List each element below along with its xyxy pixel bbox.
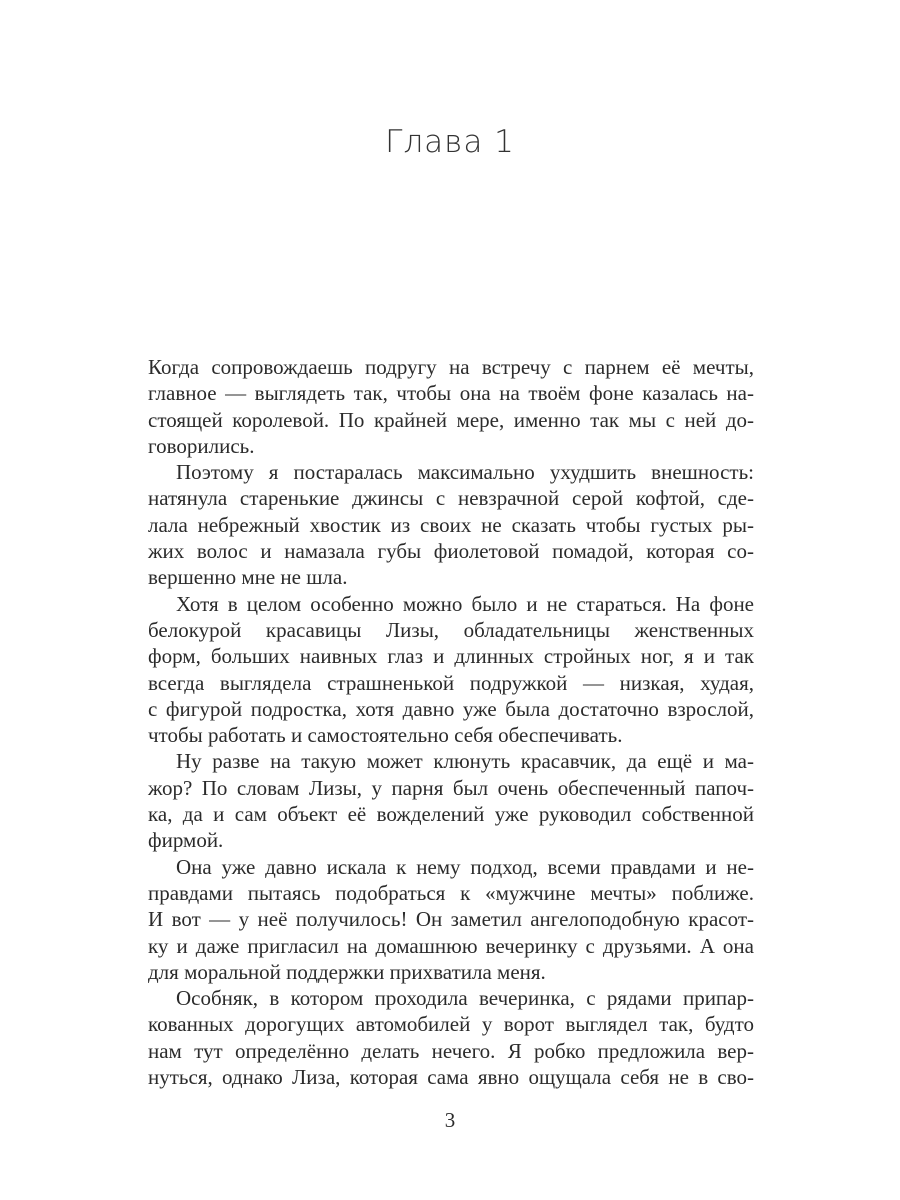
text-line: чтобы работать и самостоятельно себя обеспечивать. bbox=[148, 723, 623, 748]
text-line: натянула старенькие джинсы с невзрачной серой кофтой, сде- bbox=[148, 486, 754, 511]
text-line: Поэтому я постаралась максимально ухудшить внешность: bbox=[176, 460, 754, 485]
text-line: жор? По словам Лизы, у парня был очень обеспеченный папоч- bbox=[148, 775, 754, 800]
text-line: лала небрежный хвостик из своих не сказать чтобы густых ры- bbox=[148, 512, 754, 537]
text-line: Особняк, в котором проходила вечеринка, с рядами припар- bbox=[176, 986, 754, 1011]
text-line: форм, больших наивных глаз и длинных стройных ног, я и так bbox=[148, 644, 754, 669]
text-line: главное — выглядеть так, чтобы она на твоём фоне казалась на- bbox=[148, 381, 754, 406]
text-line: вершенно мне не шла. bbox=[148, 565, 348, 590]
text-line: всегда выглядела страшненькой подружкой — низкая, худая, bbox=[148, 670, 754, 695]
text-line: кованных дорогущих автомобилей у ворот выглядел так, будто bbox=[148, 1012, 754, 1037]
text-line: Когда сопровождаешь подругу на встречу с парнем её мечты, bbox=[148, 355, 754, 379]
text-line: белокурой красавицы Лизы, обладательницы женственных bbox=[148, 617, 754, 642]
text-line: фирмой. bbox=[148, 828, 224, 853]
text-line: правдами пытаясь подобраться к «мужчине мечты» поближе. bbox=[148, 880, 754, 905]
chapter-title: Глава 1 bbox=[385, 124, 515, 160]
text-line: Ну разве на такую может клюнуть красавчик, да ещё и ма- bbox=[176, 749, 754, 774]
text-line: стоящей королевой. По крайней мере, именно так мы с ней до- bbox=[148, 407, 754, 432]
text-line: ку и даже пригласил на домашнюю вечеринку с друзьями. А она bbox=[148, 933, 754, 958]
text-line: жих волос и намазала губы фиолетовой помадой, которая со- bbox=[148, 539, 754, 564]
text-line: И вот — у неё получилось! Он заметил ангелоподобную красот- bbox=[148, 907, 754, 932]
text-line: Она уже давно искала к нему подход, всеми правдами и не- bbox=[176, 854, 754, 879]
text-line: ка, да и сам объект её вожделений уже руководил собственной bbox=[148, 802, 754, 827]
text-line: нам тут определённо делать нечего. Я робко предложила вер- bbox=[148, 1038, 754, 1063]
text-line: с фигурой подростка, хотя давно уже была достаточно взрослой, bbox=[148, 696, 754, 721]
body-text bbox=[148, 354, 754, 1090]
text-line: Хотя в целом особенно можно было и не стараться. На фоне bbox=[176, 591, 754, 616]
page-number: 3 bbox=[444, 1108, 456, 1132]
text-line: для моральной поддержки прихватила меня. bbox=[148, 959, 546, 984]
text-line: нуться, однако Лиза, которая сама явно ощущала себя не в сво- bbox=[148, 1065, 754, 1090]
text-line: говорились. bbox=[148, 433, 255, 458]
